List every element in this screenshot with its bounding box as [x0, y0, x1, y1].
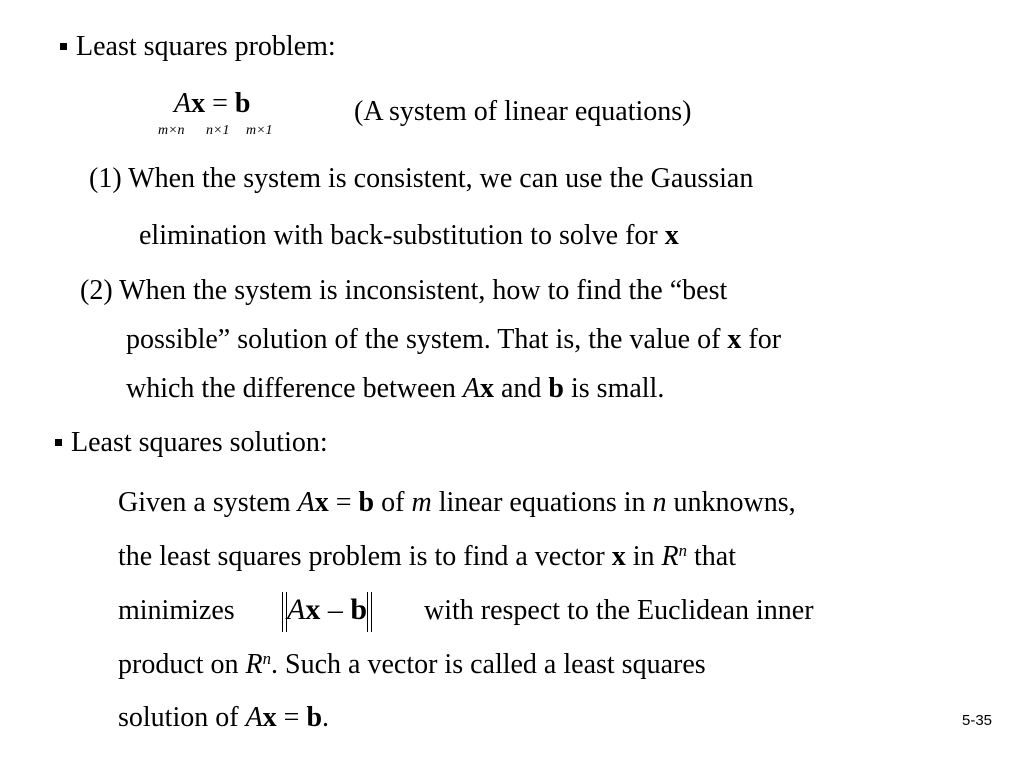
norm-right-bars	[367, 592, 372, 632]
item-2-line-3: which the difference between Ax and b is small.	[126, 373, 665, 404]
subscript-m-by-1: m×1	[246, 123, 273, 138]
definition-line-2: the least squares problem is to find a vector x in $R^n$ that	[118, 540, 737, 572]
bullet-square-icon	[60, 43, 67, 50]
bullet-least-squares-problem: Least squares problem:	[60, 33, 336, 61]
equation-note: (A system of linear equations)	[354, 96, 692, 127]
item-1-line-2: elimination with back-substitution to solve for x	[139, 220, 679, 251]
subscript-m-by-n: m×n	[158, 123, 185, 138]
item-1-line-1: (1) When the system is consistent, we can use the Gaussian	[89, 163, 754, 194]
item-2-line-2: possible” solution of the system. That is, the value of x for	[126, 324, 782, 355]
item-2-line-1: (2) When the system is inconsistent, how to find the “best	[80, 275, 728, 306]
bullet-square-icon	[55, 439, 62, 446]
definition-line-3-rest: with respect to the Euclidean inner	[424, 595, 814, 626]
definition-line-3-label: minimizes	[118, 595, 235, 626]
definition-line-1: Given a system Ax = b of m linear equations in n unknowns,	[118, 487, 796, 518]
definition-line-5: solution of Ax = b.	[118, 702, 330, 733]
subscript-n-by-1: n×1	[206, 123, 230, 138]
equation-ax-b: Ax = b	[174, 88, 251, 119]
bullet-least-squares-solution: Least squares solution:	[55, 429, 328, 457]
norm-ax-minus-b: Ax – b	[282, 592, 372, 632]
definition-line-4: product on $R^n$. Such a vector is called a least squares	[118, 648, 706, 680]
page-number: 5-35	[962, 712, 993, 729]
